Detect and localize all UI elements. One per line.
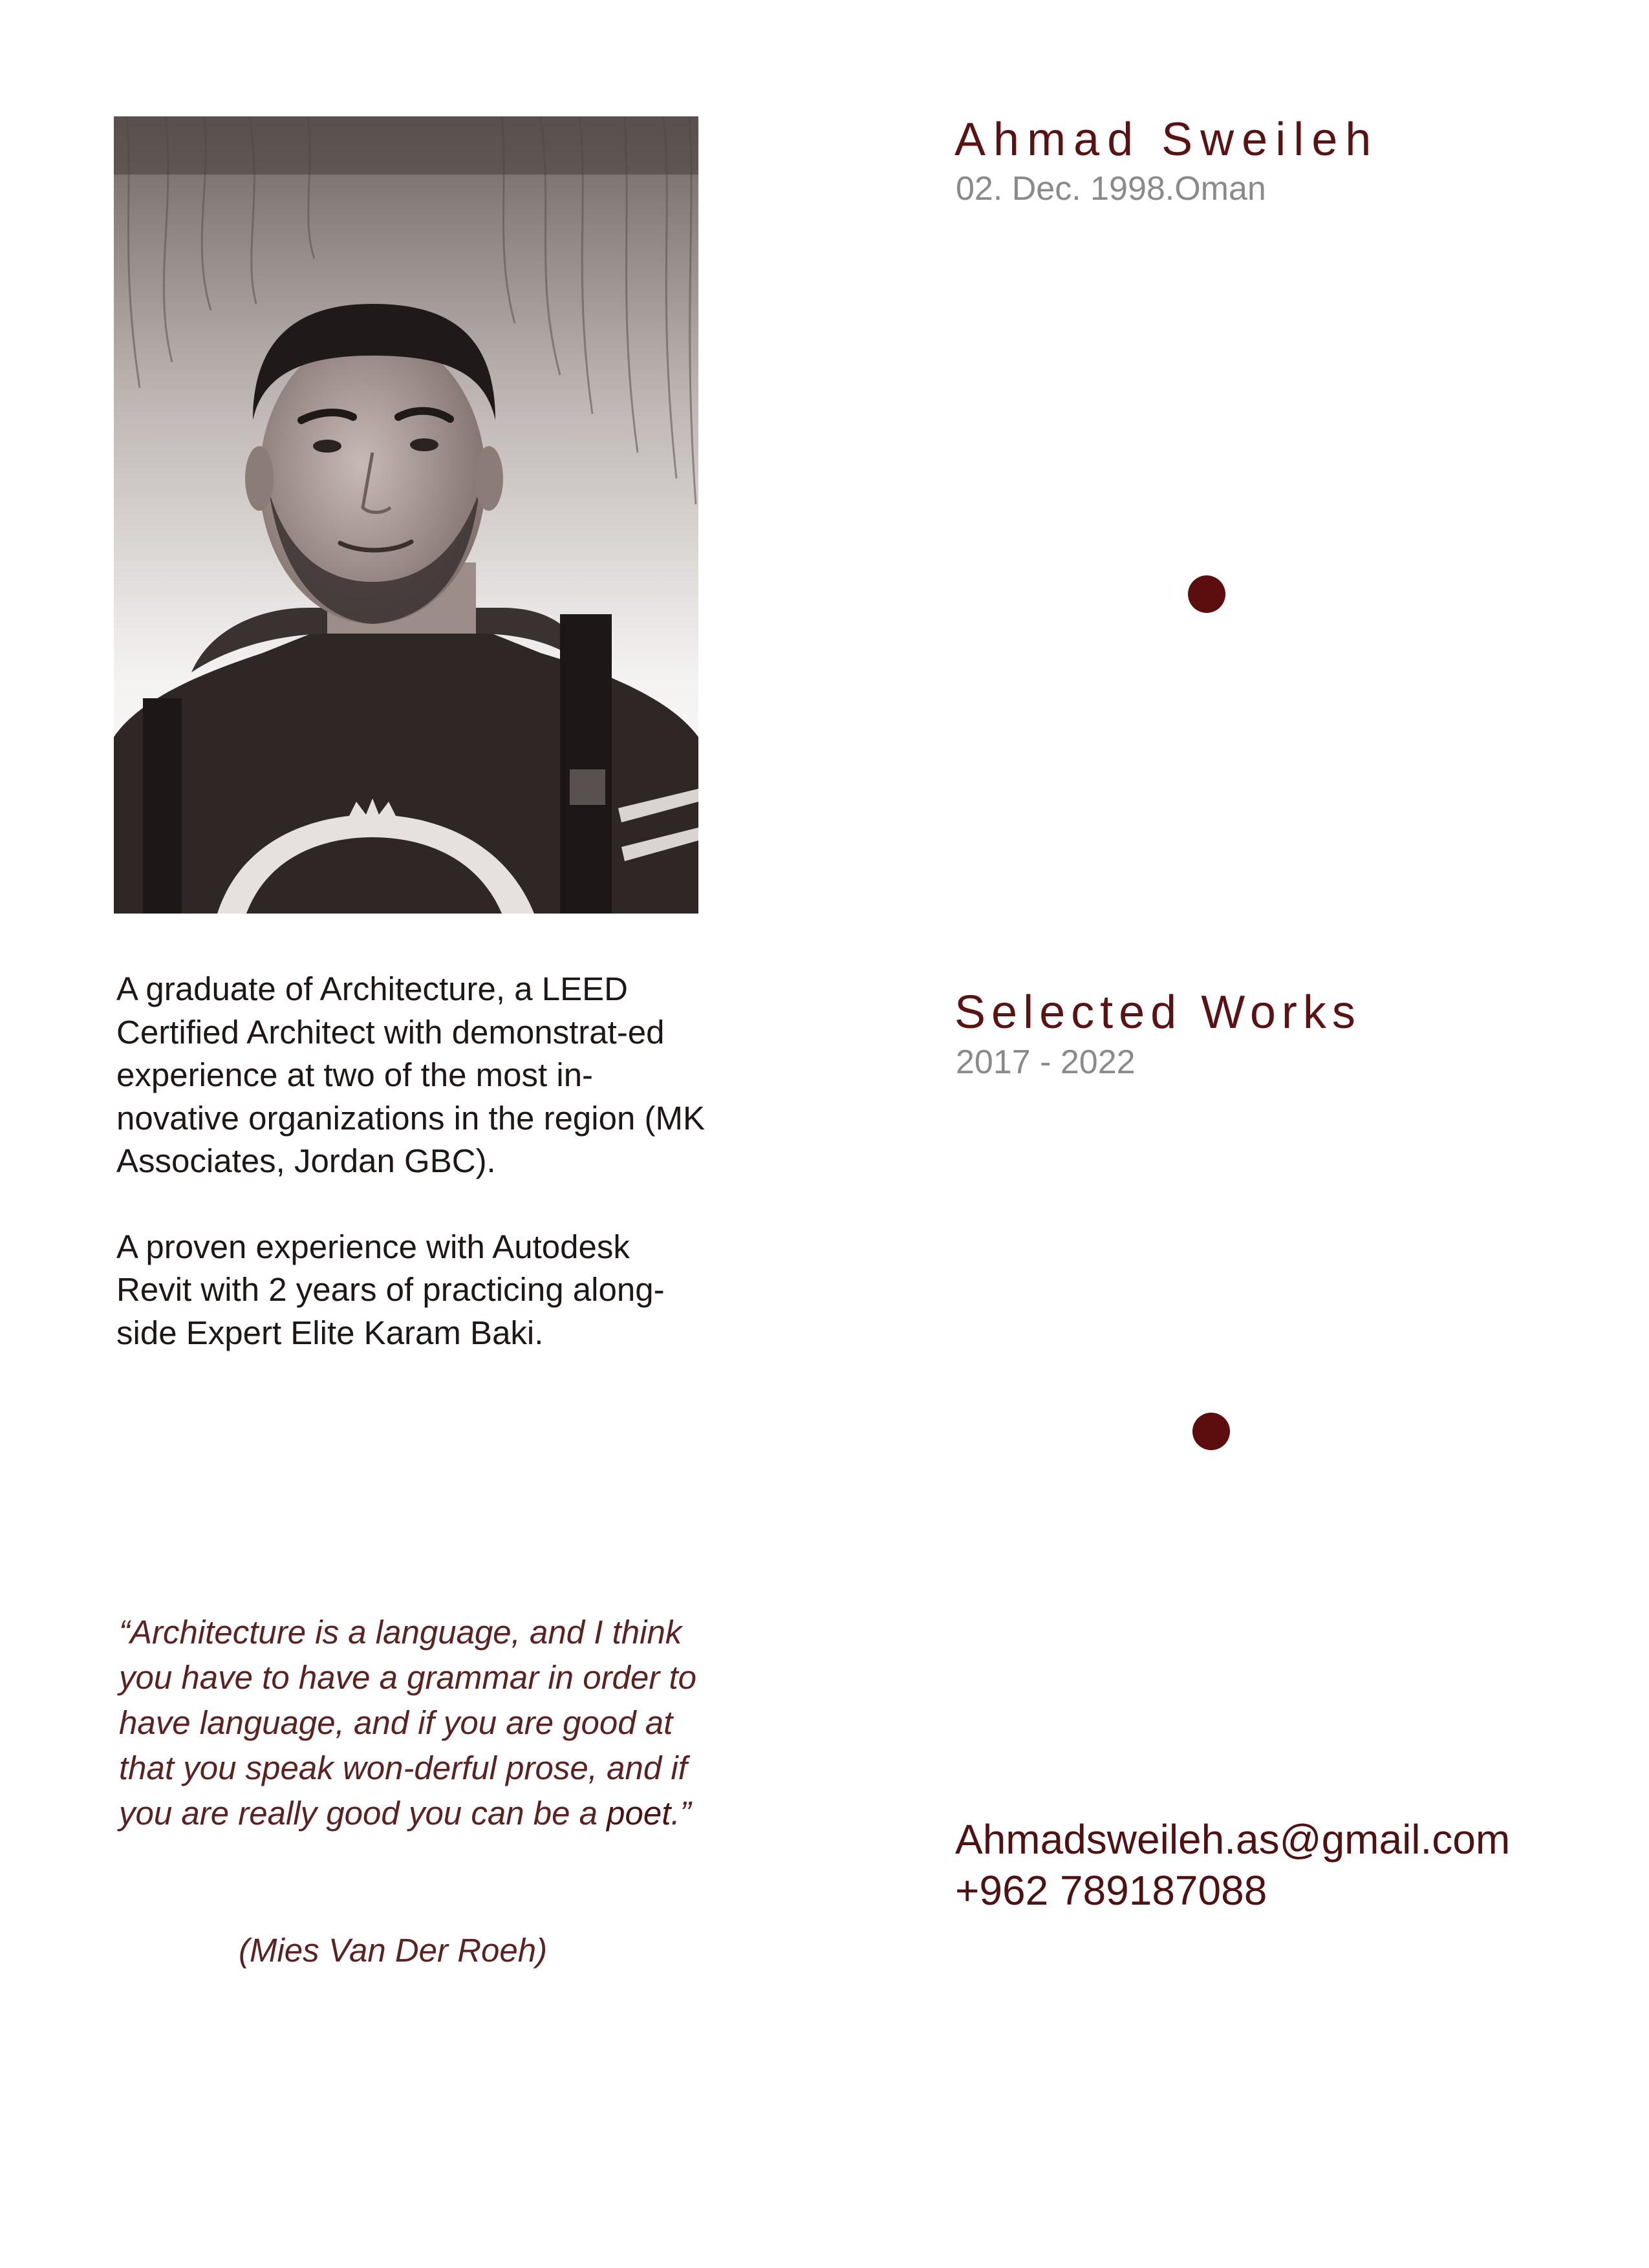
quote-text-after: .” xyxy=(671,1795,691,1832)
works-title: Selected Works xyxy=(954,987,1361,1038)
profile-dob-location: 02. Dec. 1998.Oman xyxy=(956,170,1266,208)
contact-phone[interactable]: +962 789187088 xyxy=(955,1867,1267,1914)
quote-text-before: “Architecture is a language, and I think you have to have a grammar in order to have language, and if you are good at that you speak won-derful prose, and if you are really good you can be a xyxy=(119,1614,696,1832)
contact-email[interactable]: Ahmadsweileh.as@gmail.com xyxy=(955,1816,1511,1863)
decorative-dot xyxy=(1192,1413,1230,1450)
works-years: 2017 - 2022 xyxy=(956,1043,1136,1081)
profile-photo xyxy=(114,116,698,914)
decorative-dot xyxy=(1188,575,1225,613)
quote-text xyxy=(119,1610,714,1836)
quote-author: (Mies Van Der Roeh) xyxy=(239,1932,548,1969)
profile-name: Ahmad Sweileh xyxy=(954,114,1379,166)
bio-paragraph-1: A graduate of Architecture, a LEED Certified Architect with demonstrat-ed experience at two of the most in-novative organizations in the region (MK Associates, Jordan GBC). xyxy=(116,970,706,1179)
quote-block xyxy=(119,1610,714,1836)
quote-emphasis: poet xyxy=(607,1795,671,1832)
bio-section xyxy=(116,968,711,1354)
bio-paragraph-2: A proven experience with Autodesk Revit with 2 years of practicing along-side Expert Elite Karam Baki. xyxy=(116,1228,665,1351)
